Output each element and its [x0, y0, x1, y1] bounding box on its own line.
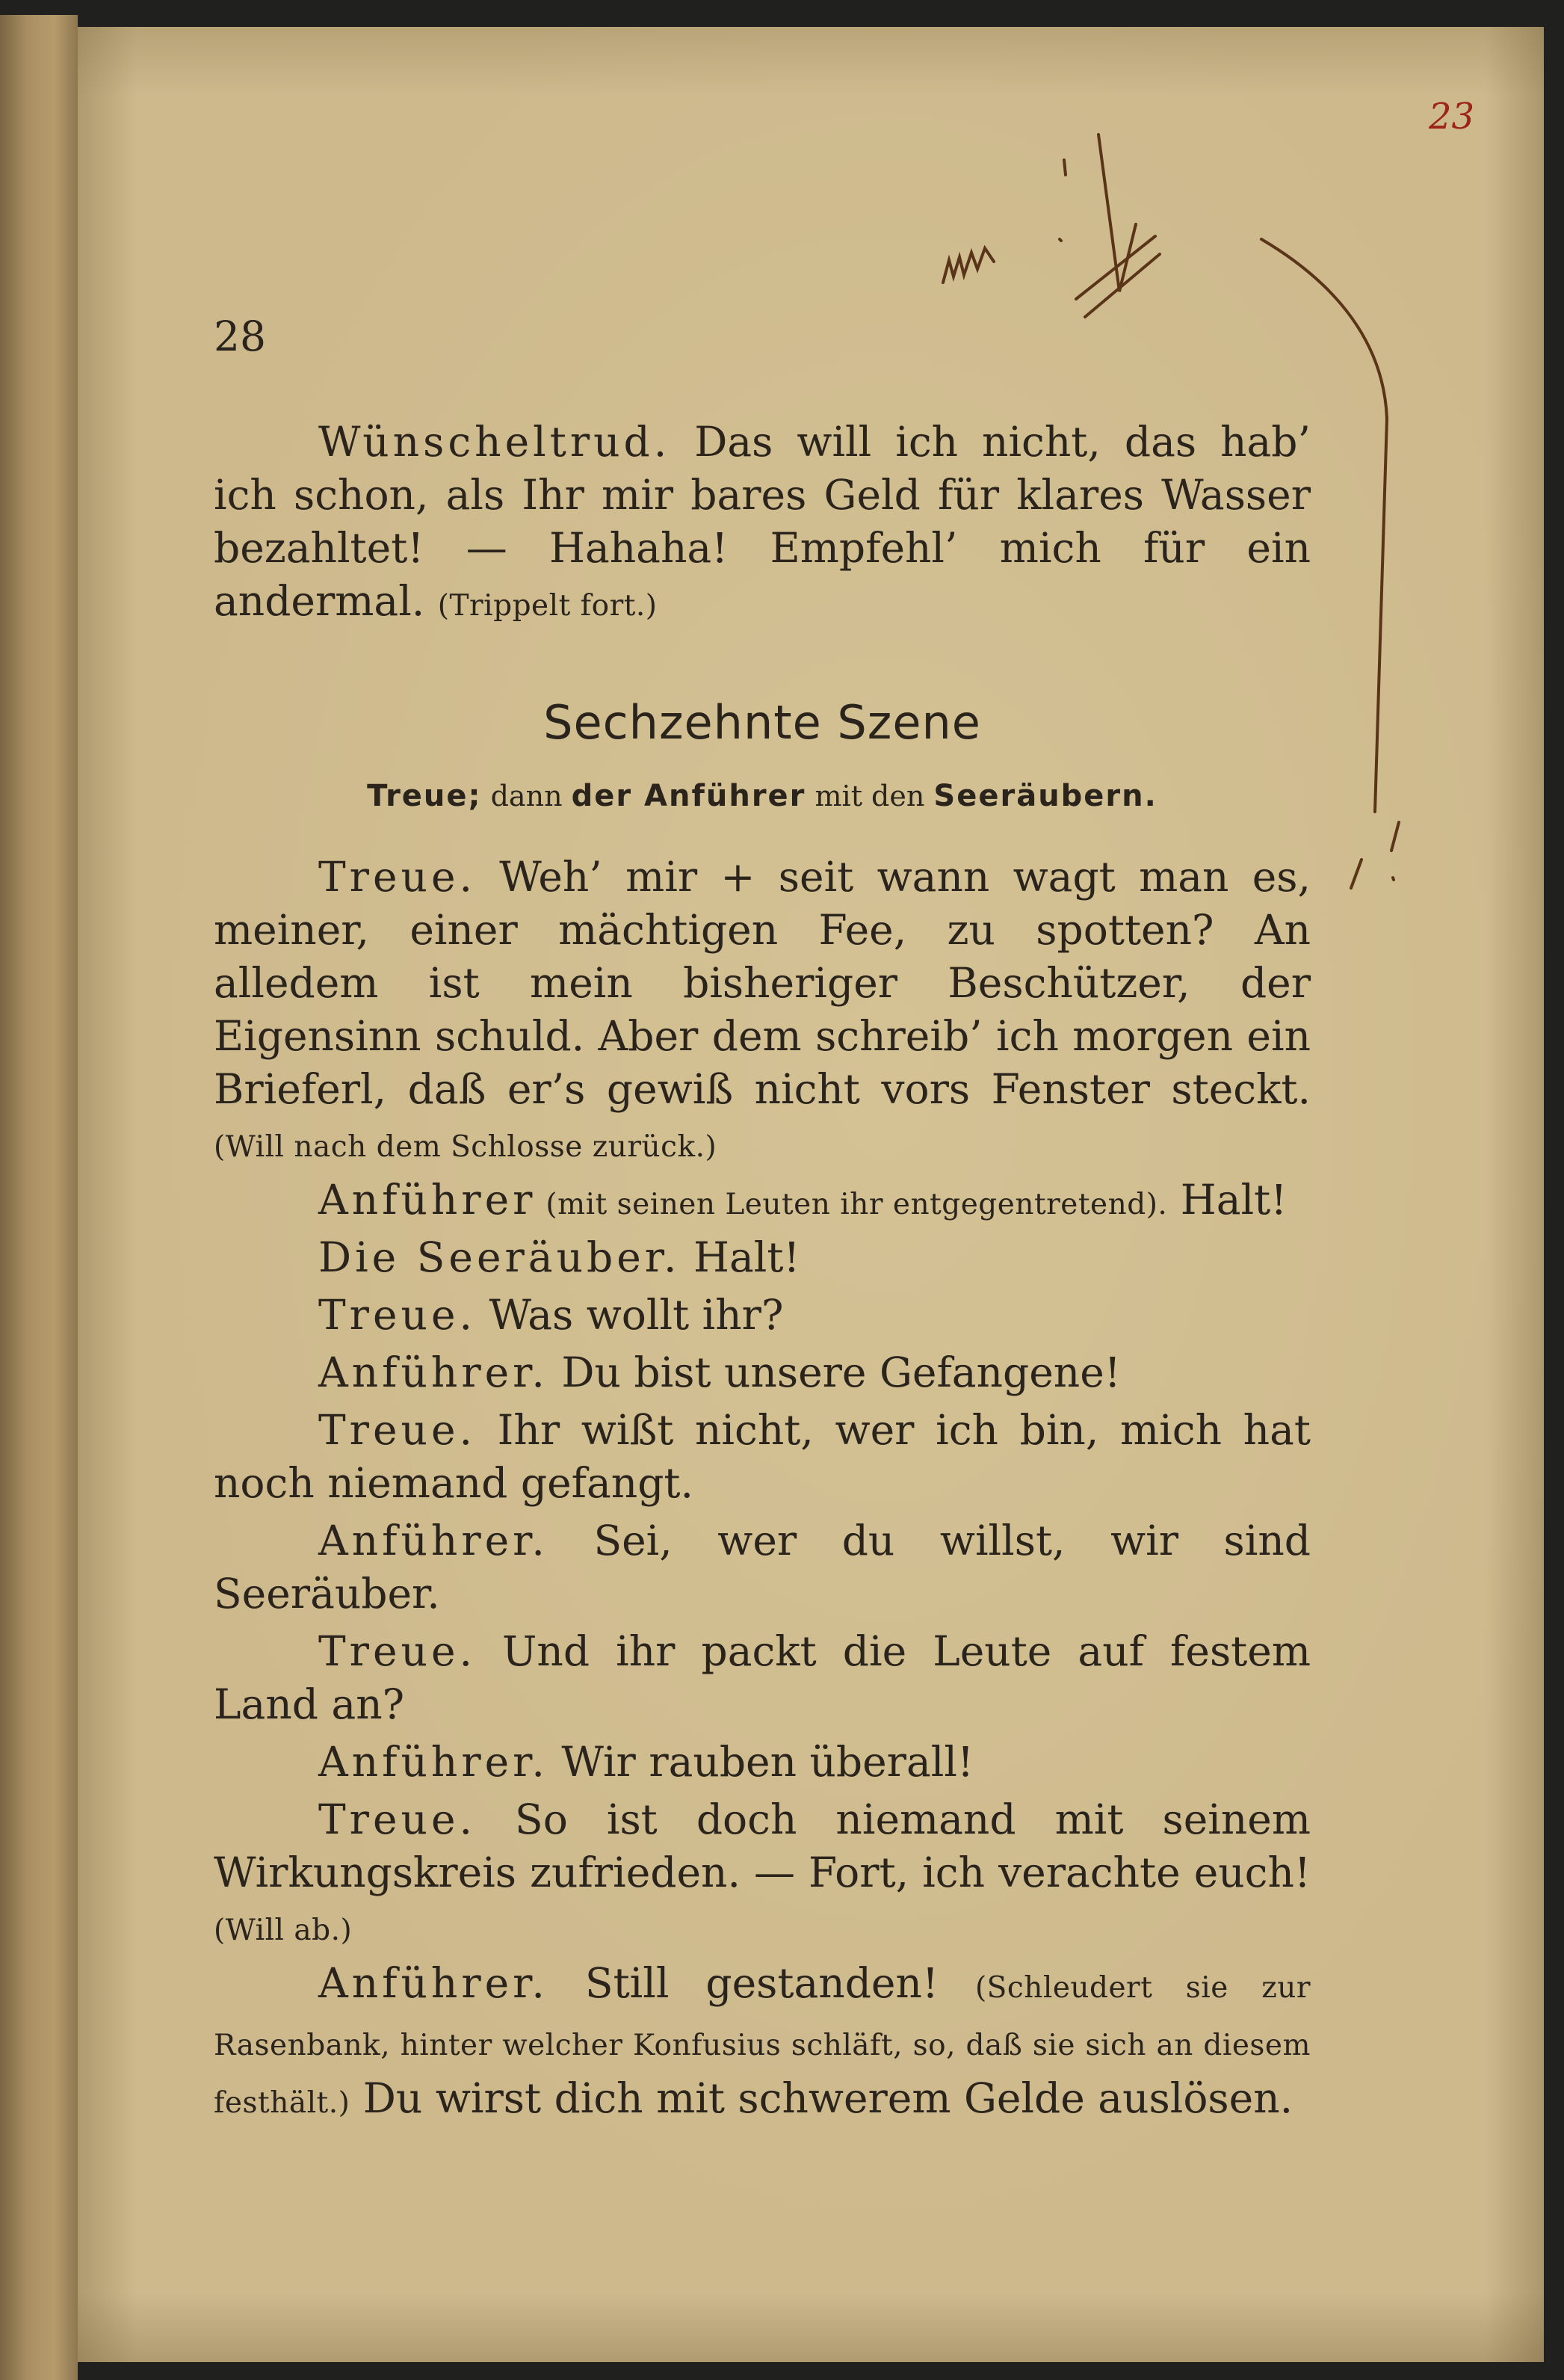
scene-title: Sechzehnte Szene [543, 695, 981, 750]
scene-cast [214, 779, 1311, 813]
dialogue-line [214, 1289, 1311, 1346]
speech-text: Still gestanden! [548, 1959, 975, 2007]
cast-connector: mit den [806, 780, 934, 813]
page-number: 28 [214, 312, 266, 360]
speech-text-after: Halt! [1167, 1176, 1288, 1224]
speech-text: Was wollt ihr? [475, 1291, 784, 1339]
speech-text: So ist doch niemand mit seinem Wirkungskreis zufrieden. — Fort, ich verachte euch! [214, 1795, 1311, 1896]
dialogue-line [214, 1231, 1311, 1289]
speech-text: Sei, wer du willst, wir sind Seeräuber. [214, 1517, 1311, 1618]
annotation-marker-2 [1391, 822, 1399, 851]
speaker-name: Anführer. [318, 1959, 548, 2007]
speaker-name: Anführer. [318, 1738, 548, 1786]
speech-text: Ihr wißt nicht, wer ich bin, mich hat noch niemand gefangt. [214, 1406, 1311, 1507]
stage-direction: (mit seinen Leuten ihr entgegentretend). [536, 1188, 1168, 1221]
annotation-marker-1 [1351, 860, 1361, 888]
stage-direction: (Trippelt fort.) [437, 589, 658, 623]
dialogue-line [214, 1174, 1311, 1231]
stage-direction: (Will nach dem Schlosse zurück.) [214, 1130, 717, 1164]
annotation-tick [1064, 160, 1066, 175]
speech-text: Weh’ mir + seit wann wagt man es, meiner, einer mächtigen Fee, zu spotten? An alledem ist mein bisheriger Beschützer, der Eigensinn schuld. Aber dem schreib’ ich morgen ein Brieferl, daß er’s gewiß nicht vors Fenster steckt. [214, 853, 1311, 1113]
annotation-dot [1060, 239, 1061, 241]
speech-text-after: Du wirst dich mit schwerem Gelde auslösen. [350, 2074, 1293, 2122]
dialogue-line [214, 1957, 1311, 2130]
cast-connector: dann [481, 780, 572, 813]
cast-name: Seeräubern. [933, 779, 1157, 813]
speaker-name: Anführer. [318, 1517, 548, 1564]
speaker-name: Treue. [318, 1291, 476, 1339]
dialogue-line [214, 851, 1311, 1174]
speech-text: Das will ich nicht, das hab’ ich schon, als Ihr mir bares Geld für klares Wasser bezahltet! — Hahaha! Empfehl’ mich für ein andermal. [214, 418, 1311, 625]
dialogue-line [214, 1625, 1311, 1736]
speaker-name: Treue. [318, 1795, 476, 1843]
cast-name: der Anführer [571, 779, 806, 813]
speaker-name: Treue. [318, 1627, 476, 1675]
stage-direction: (Will ab.) [214, 1914, 353, 1947]
folio-number: 23 [1429, 96, 1475, 138]
speech-text: Wir rauben überall! [548, 1738, 974, 1786]
speaker-name: Die Seeräuber. [318, 1233, 681, 1281]
dialogue-line [214, 1736, 1311, 1793]
speaker-name: Anführer [318, 1176, 537, 1224]
dialogue-line [214, 1404, 1311, 1514]
dialogue-block [214, 851, 1311, 2130]
speaker-name: Anführer. [318, 1348, 548, 1396]
dialogue-line [214, 1346, 1311, 1404]
speech-text: Halt! [680, 1233, 800, 1281]
dialogue-line [214, 1793, 1311, 1957]
annotation-scribble [943, 248, 994, 283]
speaker-name: Wünscheltrud. [318, 418, 671, 466]
dialogue-line [214, 1514, 1311, 1625]
speaker-name: Treue. [318, 853, 476, 901]
speaker-name: Treue. [318, 1406, 476, 1454]
annotation-marker-dot [1393, 878, 1394, 880]
speech-text: Du bist unsere Gefangene! [548, 1348, 1121, 1396]
paragraph-wuenscheltrud [214, 416, 1311, 632]
speech-text: Und ihr packt die Leute auf festem Land an? [214, 1627, 1311, 1728]
cast-name: Treue; [367, 779, 482, 813]
stage-direction: (Schleudert sie zur Rasenbank, hinter welcher Konfusius schläft, so, daß sie sich an diesem festhält.) [214, 1971, 1311, 2120]
